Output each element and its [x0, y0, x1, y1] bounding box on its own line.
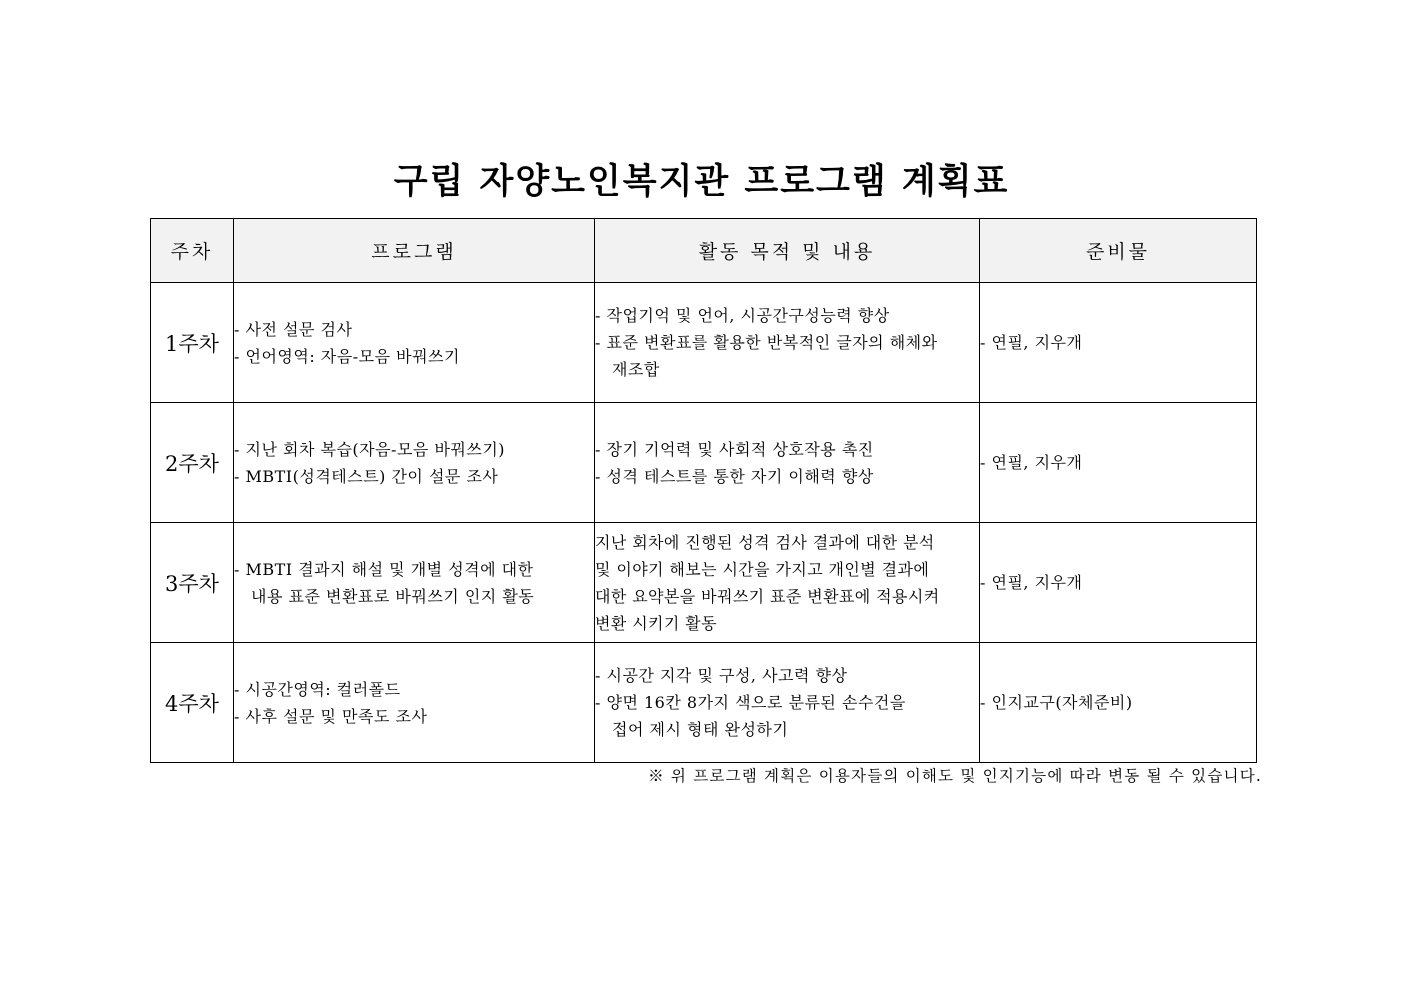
program-cell [234, 643, 595, 763]
program-line: - MBTI 결과지 해설 및 개별 성격에 대한 [234, 559, 534, 579]
page-title: 구립 자양노인복지관 프로그램 계획표 [393, 162, 1010, 202]
table-header-row [151, 219, 1257, 283]
activity-cell [595, 523, 980, 643]
materials-line: - 인지교구(자체준비) [980, 693, 1133, 712]
header-activity: 활동 목적 및 내용 [595, 219, 980, 283]
program-line: - 언어영역: 자음-모음 바꿔쓰기 [234, 346, 460, 366]
header-program: 프로그램 [234, 219, 595, 283]
program-plan-table [150, 218, 1257, 763]
program-line: - 시공간영역: 컬러폴드 [234, 679, 401, 699]
program-cell [234, 283, 595, 403]
table-row [151, 403, 1257, 523]
materials-cell [980, 523, 1257, 643]
activity-line: - 표준 변환표를 활용한 반복적인 글자의 해체와 [595, 333, 938, 352]
week-cell: 4주차 [151, 643, 234, 763]
activity-line: 변환 시키기 활동 [595, 613, 717, 633]
program-cell [234, 523, 595, 643]
materials-line: - 연필, 지우개 [980, 573, 1083, 592]
week-cell: 1주차 [151, 283, 234, 403]
materials-cell [980, 403, 1257, 523]
activity-line: 대한 요약본을 바꿔쓰기 표준 변환표에 적용시켜 [595, 586, 940, 606]
program-line: 내용 표준 변환표로 바꿔쓰기 인지 활동 [251, 586, 535, 606]
program-cell [234, 403, 595, 523]
activity-line: - 작업기억 및 언어, 시공간구성능력 향상 [595, 306, 890, 325]
footnote: ※ 위 프로그램 계획은 이용자들의 이해도 및 인지기능에 따라 변동 될 수 있습니다. [648, 767, 1262, 785]
week-cell: 3주차 [151, 523, 234, 643]
activity-line: 접어 제시 형태 완성하기 [612, 720, 789, 739]
table-row [151, 523, 1257, 643]
materials-cell [980, 283, 1257, 403]
program-line: - 사전 설문 검사 [234, 319, 353, 339]
activity-cell [595, 643, 980, 763]
program-line: - 사후 설문 및 만족도 조사 [234, 706, 428, 726]
activity-line: 지난 회차에 진행된 성격 검사 결과에 대한 분석 [595, 532, 935, 552]
materials-line: - 연필, 지우개 [980, 453, 1083, 472]
activity-line: 재조합 [612, 360, 660, 379]
activity-line: - 시공간 지각 및 구성, 사고력 향상 [595, 666, 848, 685]
header-week: 주차 [151, 219, 234, 283]
activity-line: 및 이야기 해보는 시간을 가지고 개인별 결과에 [595, 559, 930, 579]
table-row [151, 283, 1257, 403]
materials-cell [980, 643, 1257, 763]
table-row [151, 643, 1257, 763]
program-line: - MBTI(성격테스트) 간이 설문 조사 [234, 466, 499, 486]
materials-line: - 연필, 지우개 [980, 333, 1083, 352]
week-cell: 2주차 [151, 403, 234, 523]
activity-cell [595, 403, 980, 523]
activity-line: - 성격 테스트를 통한 자기 이해력 향상 [595, 466, 874, 486]
activity-line: - 장기 기억력 및 사회적 상호작용 촉진 [595, 439, 874, 459]
activity-line: - 양면 16칸 8가지 색으로 분류된 손수건을 [595, 693, 906, 712]
header-materials: 준비물 [980, 219, 1257, 283]
activity-cell [595, 283, 980, 403]
program-line: - 지난 회차 복습(자음-모음 바꿔쓰기) [234, 439, 506, 459]
